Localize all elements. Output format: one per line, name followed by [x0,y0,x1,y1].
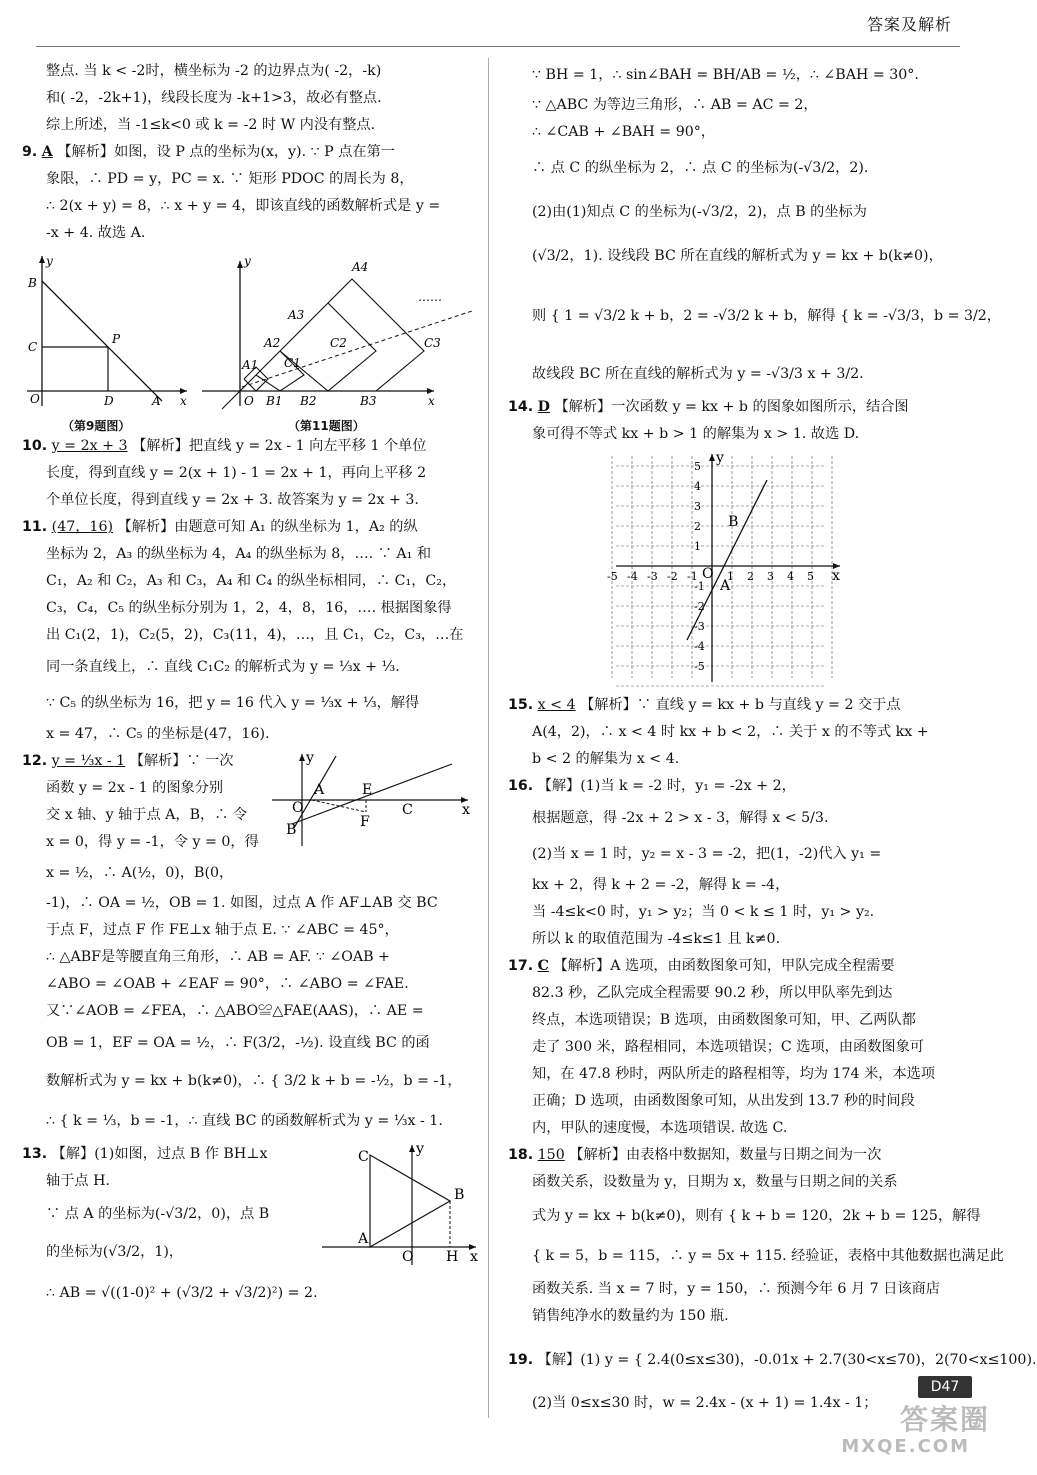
label-B2: B2 [300,394,317,408]
x-tick-label: 4 [787,570,794,583]
text-line: 知，在 47.8 秒时，两队所走的路程相等，均为 174 米，本选项 [532,1066,936,1082]
label-C2: C2 [330,336,347,350]
page-number: D47 [918,1376,972,1398]
x-tick-label: 5 [807,570,814,583]
text-line: 同一条直线上，∴ 直线 C₁C₂ 的解析式为 y = ⅓x + ⅓. [46,659,400,675]
text-line: (√3/2，1). 设线段 BC 所在直线的解析式为 y = kx + b(k≠0)， [532,248,943,264]
label-C: C [402,802,413,818]
label-B: B [286,822,297,838]
label-D: D [104,394,114,408]
question-13 [22,1141,479,1315]
text-line: 和( -2，-2k+1)，线段长度为 -k+1>3，故必有整点. [46,90,382,106]
x-tick-label: 3 [767,570,774,583]
text-line: 函数关系，设数量为 y，日期为 x，数量与日期之间的关系 [532,1174,898,1190]
x-tick-label: 1 [727,570,734,583]
label-O: O [702,566,714,582]
label-P: P [112,332,121,346]
label-B: B [728,514,739,530]
text-line: ∠ABO = ∠OAB + ∠EAF = 90°，∴ ∠ABO = ∠FAE. [46,976,409,992]
text-line: 【解析】由表格中数据知，数量与日期之间为一次 [569,1147,882,1163]
figure-11 [202,251,472,421]
watermark-logo: 答案圈 [899,1403,990,1436]
text-line: (2)当 0≤x≤30 时，w = 2.4x - (x + 1) = 1.4x - 1； [532,1395,878,1411]
text-line: 轴于点 H. [46,1173,110,1189]
answer: 【解】 [51,1146,95,1162]
text-line: (1)如图，过点 B 作 BH⊥x [94,1146,268,1162]
label-B: B [454,1187,465,1203]
text-line: 又∵∠AOB = ∠FEA，∴ △ABO≌△FAE(AAS)，∴ AE = [46,1003,424,1019]
label-A1: A1 [242,358,259,372]
question-number: 10. [22,438,48,454]
label-A: A [720,578,731,594]
question-number: 14. [508,399,534,415]
x-tick-label: 2 [747,570,754,583]
text-line: x = 0，得 y = -1，令 y = 0，得 [46,834,259,850]
watermark-url: MXQE.COM [841,1436,970,1457]
question-number: 13. [22,1146,48,1162]
text-line: (1) y = { 2.4(0≤x≤30)，-0.01x + 2.7(30<x≤70)，2(70<x≤100). [580,1352,1037,1368]
y-tick-label: -3 [694,620,705,633]
text-line: 交 x 轴、y 轴于点 A，B，∴ 令 [46,807,248,823]
text-line: 整点. 当 k < -2时，横坐标为 -2 的边界点为( -2，-k) [46,63,382,79]
text-line: b < 2 的解集为 x < 4. [532,751,680,767]
y-tick-label: -1 [694,580,705,593]
label-y: y [716,450,725,466]
question-9 [22,139,474,247]
x-tick-label: -3 [647,570,658,583]
text-line: 综上所述，当 -1≤k<0 或 k = -2 时 W 内没有整点. [46,117,376,133]
text-line: 走了 300 米，路程相同，本选项错误；C 选项，由函数图象可 [532,1039,924,1055]
label-C: C [358,1149,369,1165]
text-line: 坐标为 2，A₃ 的纵坐标为 4，A₄ 的纵坐标为 8，…. ∵ A₁ 和 [46,546,432,562]
question-15 [508,692,968,773]
text-line: (1)当 k = -2 时，y₁ = -2x + 2， [580,778,796,794]
text-line: 个单位长度，得到直线 y = 2x + 3. 故答案为 y = 2x + 3. [46,492,419,508]
label-x: x [428,394,435,408]
label-x: x [180,394,187,408]
text-line: C₃，C₄，C₅ 的纵坐标分别为 1，2，4，8，16，…. 根据图象得 [46,600,452,616]
label-x: x [470,1249,479,1265]
question-number: 19. [508,1352,534,1368]
column-divider [488,58,489,1418]
label-E: E [362,782,373,798]
label-ellipsis: …… [418,290,442,304]
x-tick-label: -1 [687,570,698,583]
label-B: B [28,276,37,290]
text-line: -x + 4. 故选 A. [46,225,146,241]
text-line: ∴ AB = √((1-0)² + (√3/2 + √3/2)²) = 2. [46,1285,318,1301]
label-A: A [314,782,325,798]
figure-14 [607,450,844,684]
text-line: 数解析式为 y = kx + b(k≠0)，∴ { 3/2 k + b = -½，b = -1， [46,1073,462,1089]
y-tick-label: -5 [694,660,705,673]
text-line: -1)，∴ OA = ½，OB = 1. 如图，过点 A 作 AF⊥AB 交 BC [46,895,438,911]
question-number: 12. [22,753,48,769]
answer: 【解】 [537,778,581,794]
text-line: 出 C₁(2，1)，C₂(5，2)，C₃(11，4)，…，且 C₁，C₂，C₃，…在 [46,627,464,643]
text-line: 【解析】A 选项，由函数图象可知，甲队完成全程需要 [553,958,895,974]
label-A3: A3 [288,308,305,322]
text-line: x = ½，∴ A(½，0)，B(0， [46,865,234,881]
text-line: 内，甲队的速度慢，本选项错误. 故选 C. [532,1120,788,1136]
question-number: 15. [508,697,534,713]
text-line: ∴ { k = ⅓，b = -1，∴ 直线 BC 的函数解析式为 y = ⅓x - 1. [46,1113,443,1129]
text-line: 【解析】一次函数 y = kx + b 的图象如图所示，结合图 [554,399,909,415]
text-line: (2)由(1)知点 C 的坐标为(-√3/2，2)，点 B 的坐标为 [532,204,867,220]
text-line: { k = 5，b = 115，∴ y = 5x + 115. 经验证，表格中其他数据也满足此 [532,1248,1004,1264]
text-line: 【解析】由题意可知 A₁ 的纵坐标为 1，A₂ 的纵 [117,519,418,535]
figure-14-wrapper [508,448,968,692]
answer: 【解】 [537,1352,581,1368]
right-column [508,58,1037,1417]
y-tick-label: 4 [694,480,701,493]
text-line: 象限，∴ PD = y，PC = x. ∵ 矩形 PDOC 的周长为 8， [46,171,414,187]
answer: C [537,958,549,974]
text-line: A(4，2)，∴ x < 4 时 kx + b < 2，∴ 关于 x 的不等式 kx + [532,724,929,740]
label-O: O [402,1249,414,1265]
text-line: 【解析】如图，设 P 点的坐标为(x，y). ∵ P 点在第一 [57,144,395,160]
figure-12 [272,750,472,860]
question-number: 18. [508,1147,534,1163]
text-line: ∴ △ABF是等腰直角三角形，∴ AB = AF. ∵ ∠OAB + [46,949,390,965]
question-13-continued [508,58,1001,394]
text-line: ∵ 点 A 的坐标为(-√3/2，0)，点 B [46,1206,270,1222]
label-A2: A2 [264,336,281,350]
question-12 [22,748,474,1141]
label-y: y [46,254,53,268]
x-tick-label: -2 [667,570,678,583]
text-line: 【解析】把直线 y = 2x - 1 向左平移 1 个单位 [132,438,427,454]
label-C1: C1 [284,356,301,370]
text-line: OB = 1，EF = OA = ½，∴ F(3/2，-½). 设直线 BC 的函 [46,1035,430,1051]
question-11 [22,514,474,748]
text-line: 根据题意，得 -2x + 2 > x - 3，解得 x < 5/3. [532,810,829,826]
question-number: 16. [508,778,534,794]
answer: 150 [537,1147,565,1163]
figure-9 [22,251,192,421]
text-line: ∵ △ABC 为等边三角形，∴ AB = AC = 2， [532,97,818,113]
y-tick-label: 1 [694,540,701,553]
y-tick-label: -2 [694,600,705,613]
text-line: ∴ 2(x + y) = 8，∴ x + y = 4，即该直线的函数解析式是 y = [46,198,441,214]
text-line: ∵ BH = 1，∴ sin∠BAH = BH/AB = ½，∴ ∠BAH = 30°. [532,67,919,83]
answer: (47，16) [51,519,114,535]
text-line: 函数 y = 2x - 1 的图象分别 [46,780,224,796]
text-line: 82.3 秒，乙队完成全程需要 90.2 秒，所以甲队率先到达 [532,985,893,1001]
text-line: 函数关系. 当 x = 7 时，y = 150，∴ 预测今年 6 月 7 日该商店 [532,1281,940,1297]
intro-continuation [22,58,474,139]
figure-9-caption: （第9题图） [62,419,131,433]
left-column [22,58,479,1315]
question-16 [508,773,968,953]
label-F: F [360,814,370,830]
question-number: 17. [508,958,534,974]
label-B3: B3 [360,394,377,408]
question-number: 11. [22,519,48,535]
text-line: 的坐标为(√3/2，1)， [46,1244,184,1260]
label-O: O [292,800,304,816]
question-number: 9. [22,144,38,160]
label-y: y [244,254,251,268]
text-line: 【解析】∵ 一次 [129,753,234,769]
question-10 [22,433,474,514]
label-O: O [244,394,254,408]
y-tick-label: 2 [694,520,701,533]
text-line: x = 47，∴ C₅ 的坐标是(47，16). [46,726,270,742]
label-x: x [832,568,841,584]
y-tick-label: 5 [694,460,701,473]
text-line: ∵ C₅ 的纵坐标为 16，把 y = 16 代入 y = ⅓x + ⅓，解得 [46,695,420,711]
text-line: 象可得不等式 kx + b > 1 的解集为 x > 1. 故选 D. [532,426,860,442]
header-title: 答案及解析 [866,15,952,34]
question-18 [508,1142,1004,1330]
figures-9-11 [22,251,474,431]
label-B1: B1 [266,394,283,408]
text-line: ∴ ∠CAB + ∠BAH = 90°， [532,124,716,140]
text-line: 销售纯净水的数量约为 150 瓶. [532,1308,729,1324]
text-line: C₁，A₂ 和 C₂，A₃ 和 C₃，A₄ 和 C₄ 的纵坐标相同，∴ C₁，C₂， [46,573,457,589]
text-line: (2)当 x = 1 时，y₂ = x - 3 = -2，把(1，-2)代入 y₁ = [532,846,882,862]
text-line: 则 { 1 = √3/2 k + b，2 = -√3/2 k + b，解得 { k = -√3/3，b = 3/2， [532,308,1001,324]
answer: y = ⅓x - 1 [51,753,126,769]
x-tick-label: -4 [627,570,638,583]
y-tick-label: -4 [694,640,705,653]
question-17 [508,953,968,1142]
text-line: 所以 k 的取值范围为 -4≤k≤1 且 k≠0. [532,931,781,947]
question-14 [508,394,968,692]
text-line: 当 -4≤k<0 时，y₁ > y₂；当 0 < k ≤ 1 时，y₁ > y₂. [532,904,875,920]
text-line: 正确；D 选项，由函数图象可知，从出发到 13.7 秒的时间段 [532,1093,915,1109]
label-x: x [462,802,471,818]
answer: y = 2x + 3 [51,438,128,454]
text-line: 【解析】∵ 直线 y = kx + b 与直线 y = 2 交于点 [580,697,901,713]
label-A: A [358,1231,369,1247]
label-H: H [446,1249,459,1265]
x-tick-label: -5 [607,570,618,583]
figure-11-caption: （第11题图） [288,419,365,433]
answer: A [41,144,53,160]
text-line: 终点，本选项错误；B 选项，由函数图象可知，甲、乙两队都 [532,1012,916,1028]
label-O: O [30,392,40,406]
text-line: 故线段 BC 所在直线的解析式为 y = -√3/3 x + 3/2. [532,366,864,382]
text-line: 长度，得到直线 y = 2(x + 1) - 1 = 2x + 1，再向上平移 2 [46,465,427,481]
label-C3: C3 [424,336,441,350]
answer: x < 4 [537,697,576,713]
label-y: y [306,750,315,766]
answer: D [537,399,550,415]
label-C: C [28,340,38,354]
text-line: 于点 F，过点 F 作 FE⊥x 轴于点 E. ∵ ∠ABC = 45°， [46,922,399,938]
text-line: 式为 y = kx + b(k≠0)，则有 { k + b = 120，2k + b = 125，解得 [532,1208,981,1224]
label-y: y [416,1141,425,1157]
label-A: A [152,394,161,408]
y-tick-label: 3 [694,500,701,513]
label-A4: A4 [352,260,369,274]
header-rule [36,46,960,47]
text-line: kx + 2，得 k + 2 = -2，解得 k = -4， [532,877,790,893]
text-line: ∴ 点 C 的纵坐标为 2，∴ 点 C 的坐标为(-√3/2，2). [532,160,869,176]
figure-13 [322,1141,482,1281]
